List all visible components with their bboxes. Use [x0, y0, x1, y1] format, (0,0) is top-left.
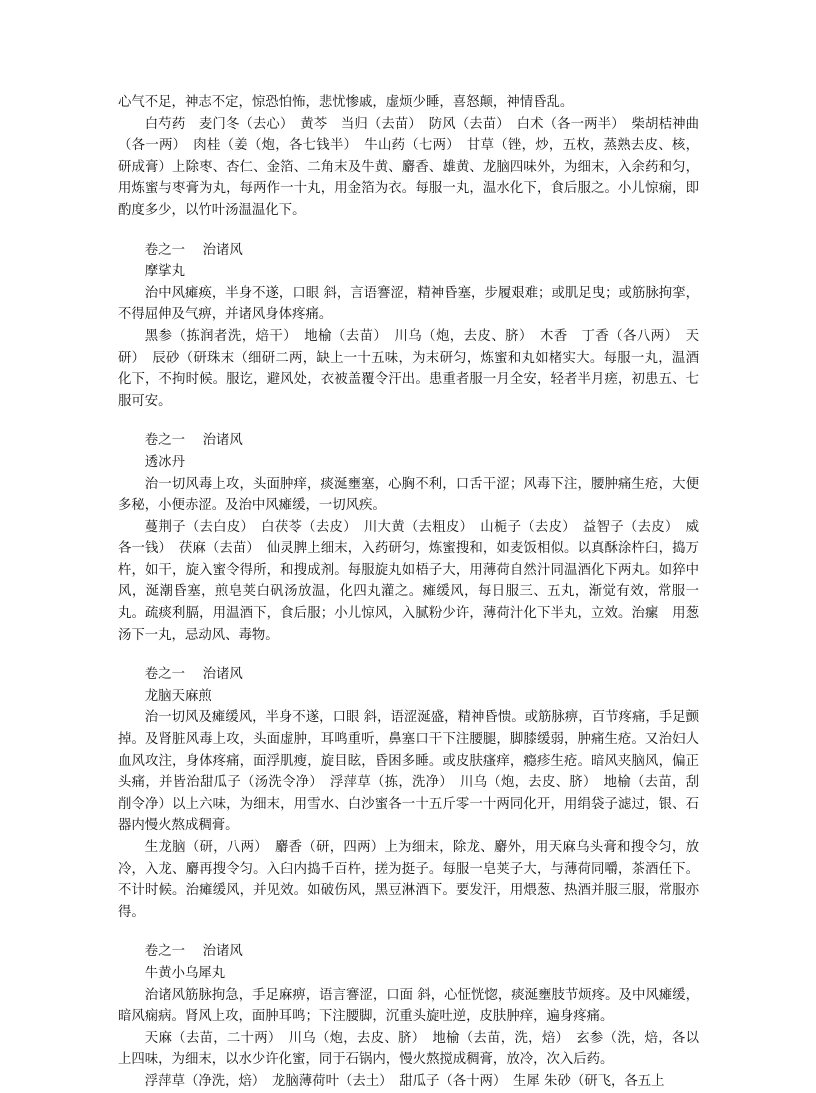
section-gap — [118, 646, 699, 664]
section-heading: 透冰丹 — [144, 454, 185, 470]
section-heading: 卷之一 治诸风 — [144, 944, 243, 960]
body-paragraph: 白芍药 麦门冬（去心） 黄芩 当归（去苗） 防风（去苗） 白术（各一两半） 柴胡桔神曲（各一两） 肉桂（姜（炮，各七钱半） 牛山药（七两） 甘草（锉，炒，五枚，蒸熟去皮、核，研成膏）上除枣、杏仁、金箔、二角末及牛黄、麝香、雄黄、龙脑四味外，为细末，入余药和匀，用炼蜜与枣膏为丸，每两作一十丸，用金箔为衣。每服一丸，温水化下，食后服之。小儿惊痫，即酌度多少，以竹叶汤温温化下。 — [118, 116, 699, 218]
section-gap — [118, 923, 699, 941]
body-paragraph: 治一切风毒上攻，头面肿痒，痰涎壅塞，心胸不利，口舌干涩；风毒下注，腰肿痛生疮，大便多秘，小便赤涩。及治中风瘫缓，一切风疾。 — [118, 476, 699, 514]
body-paragraph: 生龙脑（研，八两） 麝香（研，四两）上为细末，除龙、麝外，用天麻乌头膏和搜令匀，放冷，入龙、麝再搜令匀。入臼内捣千百杵，搓为挺子。每服一皂荚子大，与薄荷同嚼，茶酒任下。不计时候。治瘫缓风，并见效。如破伤风，黑豆淋酒下。要发汗，用煨葱、热酒并服三服，常服亦得。 — [118, 840, 699, 920]
body-paragraph: 蔓荆子（去白皮） 白茯苓（去皮） 川大黄（去粗皮） 山栀子（去皮） 益智子（去皮） 威各一钱） 茯麻（去苗） 仙灵脾上细末，入药研匀，炼蜜搜和，如麦饭相似。以真酥涂杵臼，捣万杵，如干，旋入蜜令得所，和搜成剂。每服旋丸如梧子大，用薄荷自然汁同温酒化下两丸。如猝中风，涎潮昏塞，煎皂荚白矾汤放温，化四丸灌之。瘫缓风，每日服三、五丸，渐觉有效，常服一丸。疏痰利膈，用温酒下，食后服；小儿惊风，入腻粉少许，薄荷汁化下半丸，立效。治瘰 用葱汤下一丸，忌动风、毒物。 — [118, 519, 699, 643]
body-paragraph: 天麻（去苗，二十两） 川乌（炮，去皮、脐） 地榆（去苗，洗，焙） 玄参（洗，焙，各以上四味，为细末，以水少许化蜜，同于石锅内，慢火熬搅成稠膏，放冷，次入后药。 — [118, 1030, 699, 1068]
section-heading: 龙脑天麻煎 — [144, 688, 212, 704]
document-page — [118, 92, 699, 1093]
section-heading: 卷之一 治诸风 — [144, 667, 243, 683]
section-gap — [118, 222, 699, 240]
section-heading: 卷之一 治诸风 — [144, 433, 243, 449]
section-heading: 牛黄小乌犀丸 — [144, 965, 226, 981]
body-paragraph: 治中风瘫痪，半身不遂，口眼 斜，言语謇涩，精神昏塞，步履艰难；或肌足曳；或筋脉拘挛，不得屈伸及气痹，并诸风身体疼痛。 — [118, 285, 699, 323]
section-heading: 摩挲丸 — [144, 264, 185, 280]
body-paragraph: 黑参（拣润者洗，焙干） 地榆（去苗） 川乌（炮，去皮、脐） 木香 丁香（各八两） 天研） 辰砂（研珠末（细研二两，缺上一十五味，为末研匀，炼蜜和丸如楮实大。每服一丸，温酒化下，不拘时候。服讫，避风处，衣被盖覆令汗出。患重者服一月全安，轻者半月瘥，初患五、七服可安。 — [118, 328, 699, 409]
section-heading: 卷之一 治诸风 — [144, 242, 243, 258]
body-paragraph: 心气不足，神志不定，惊恐怕怖，悲忧惨戚，虚烦少睡，喜怒颠，神情昏乱。 — [118, 95, 574, 110]
body-paragraph: 治诸风筋脉拘急，手足麻痹，语言謇涩，口面 斜，心怔恍惚，痰涎壅肢节烦疼。及中风瘫缓，暗风痫病。肾风上攻，面肿耳鸣；下注腰脚，沉重头旋吐逆，皮肤肿痒，遍身疼痛。 — [118, 987, 699, 1025]
section-gap — [118, 412, 699, 430]
body-paragraph: 浮萍草（净洗，焙） 龙脑薄荷叶（去土） 甜瓜子（各十两） 生犀 朱砂（研飞，各五上 — [144, 1073, 665, 1089]
body-paragraph: 治一切风及瘫缓风，半身不遂，口眼 斜，语涩涎盛，精神昏愦。或筋脉痹，百节疼痛，手足颤掉。及肾脏风毒上攻，头面虚肿，耳鸣重听，鼻塞口干下注腰腿，脚膝缓弱，肿痛生疮。又治妇人血风攻注，身体疼痛，面浮肌瘦，旋目眩，昏困多睡。或皮肤瘙痒，瘾疹生疮。暗风夹脑风，偏正头痛，并皆治甜瓜子（汤洗令净） 浮萍草（拣，洗净） 川乌（炮，去皮、脐） 地榆（去苗，刮削令净）以上六味，为细末，用雪水、白沙蜜各一十五斤零一十两同化开，用绢袋子滤过，银、石器内慢火熬成稠膏。 — [118, 710, 699, 834]
